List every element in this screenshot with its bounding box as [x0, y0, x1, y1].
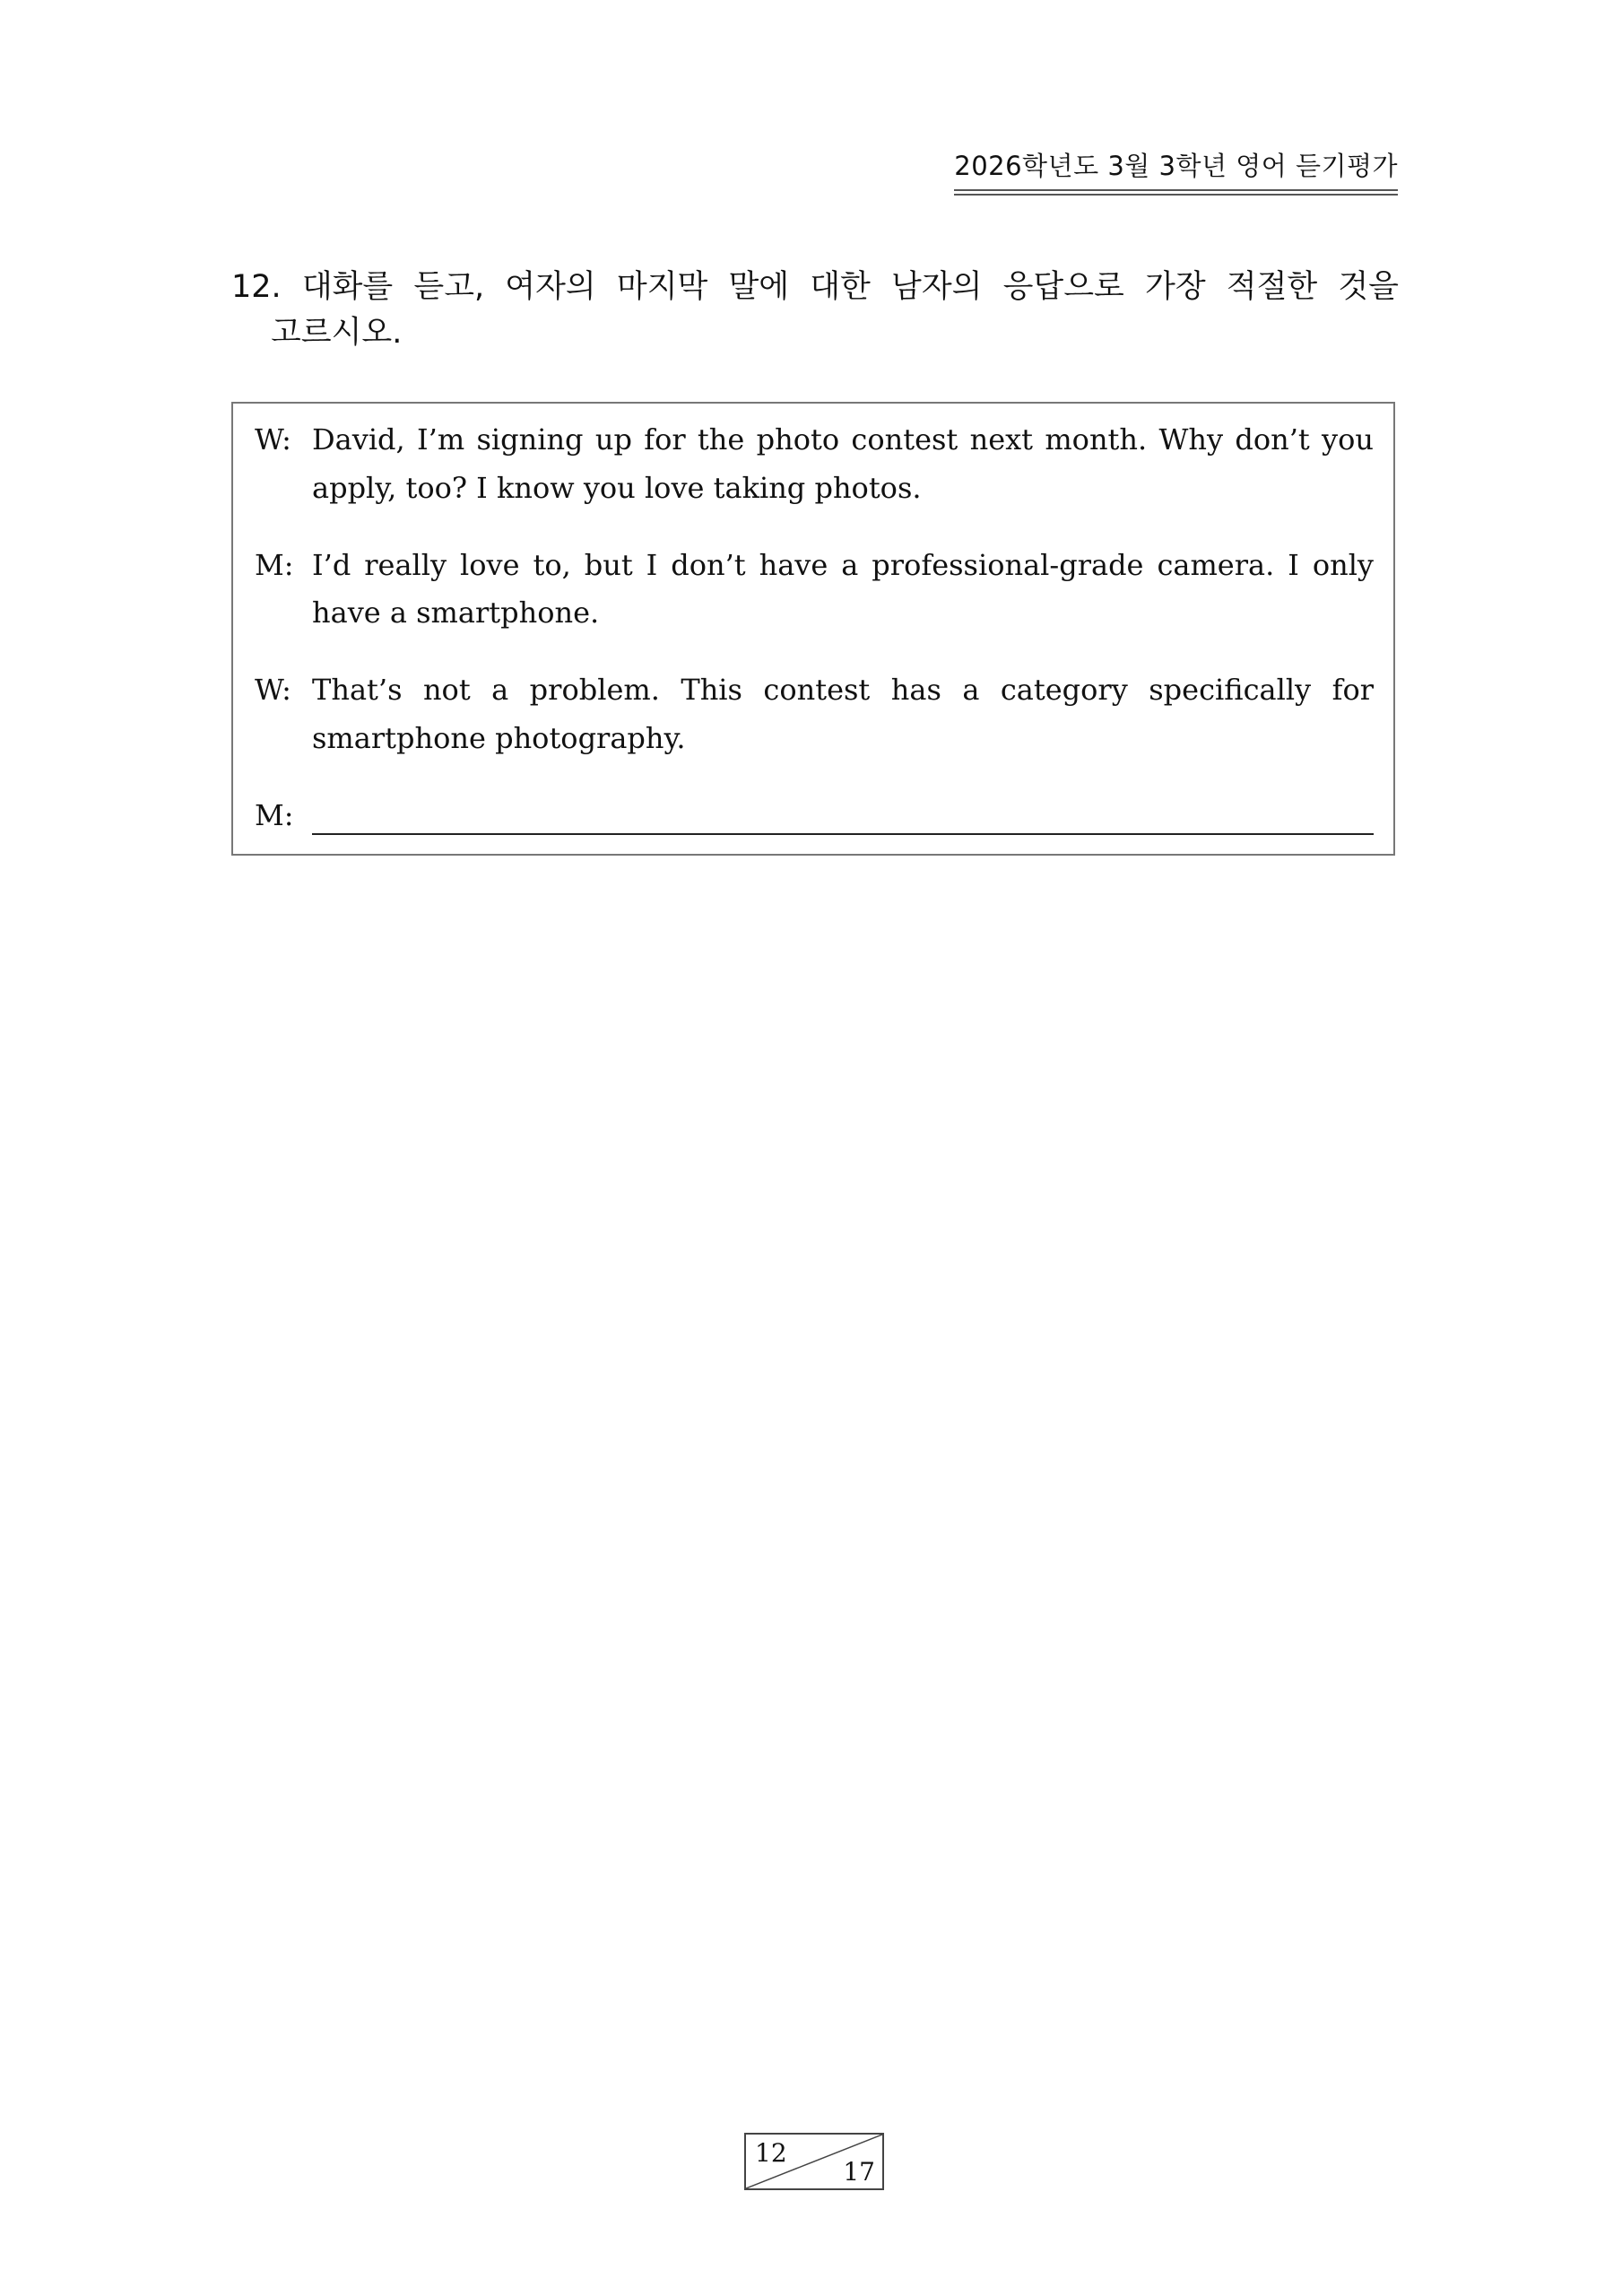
dialog-turn-1: [255, 416, 1374, 513]
utterance-text: That’s not a problem. This contest has a category specifically for smartphone photography.: [312, 673, 1374, 755]
utterance-text: David, I’m signing up for the photo contest next month. Why don’t you apply, too? I know you love taking photos.: [312, 422, 1374, 505]
dialog-turn-3: [255, 666, 1374, 763]
dialog-turn-2: [255, 542, 1374, 639]
speaker-label: W:: [255, 673, 291, 707]
question-line-1: 12. 대화를 듣고, 여자의 마지막 말에 대한 남자의 응답으로 가장 적절한 것을: [231, 269, 1399, 305]
header-double-rule: [954, 189, 1398, 196]
speaker-label: W:: [255, 422, 291, 457]
speaker-label: M:: [255, 797, 294, 832]
page-header: [954, 151, 1398, 196]
total-page-number: 17: [843, 2157, 875, 2187]
dialog-turn-4: [255, 792, 1374, 840]
question-prompt: [231, 265, 1399, 356]
current-page-number: 12: [755, 2138, 787, 2168]
question-line-2: 고르시오.: [271, 314, 403, 351]
speaker-label: M:: [255, 547, 294, 582]
exam-title: 2026학년도 3월 3학년 영어 듣기평가: [954, 151, 1398, 181]
dialog-box: [231, 402, 1395, 856]
utterance-text: I’d really love to, but I don’t have a professional-grade camera. I only have a smartphone.: [312, 547, 1374, 631]
page-number-box: [744, 2133, 884, 2190]
answer-blank-line: [312, 792, 1374, 835]
